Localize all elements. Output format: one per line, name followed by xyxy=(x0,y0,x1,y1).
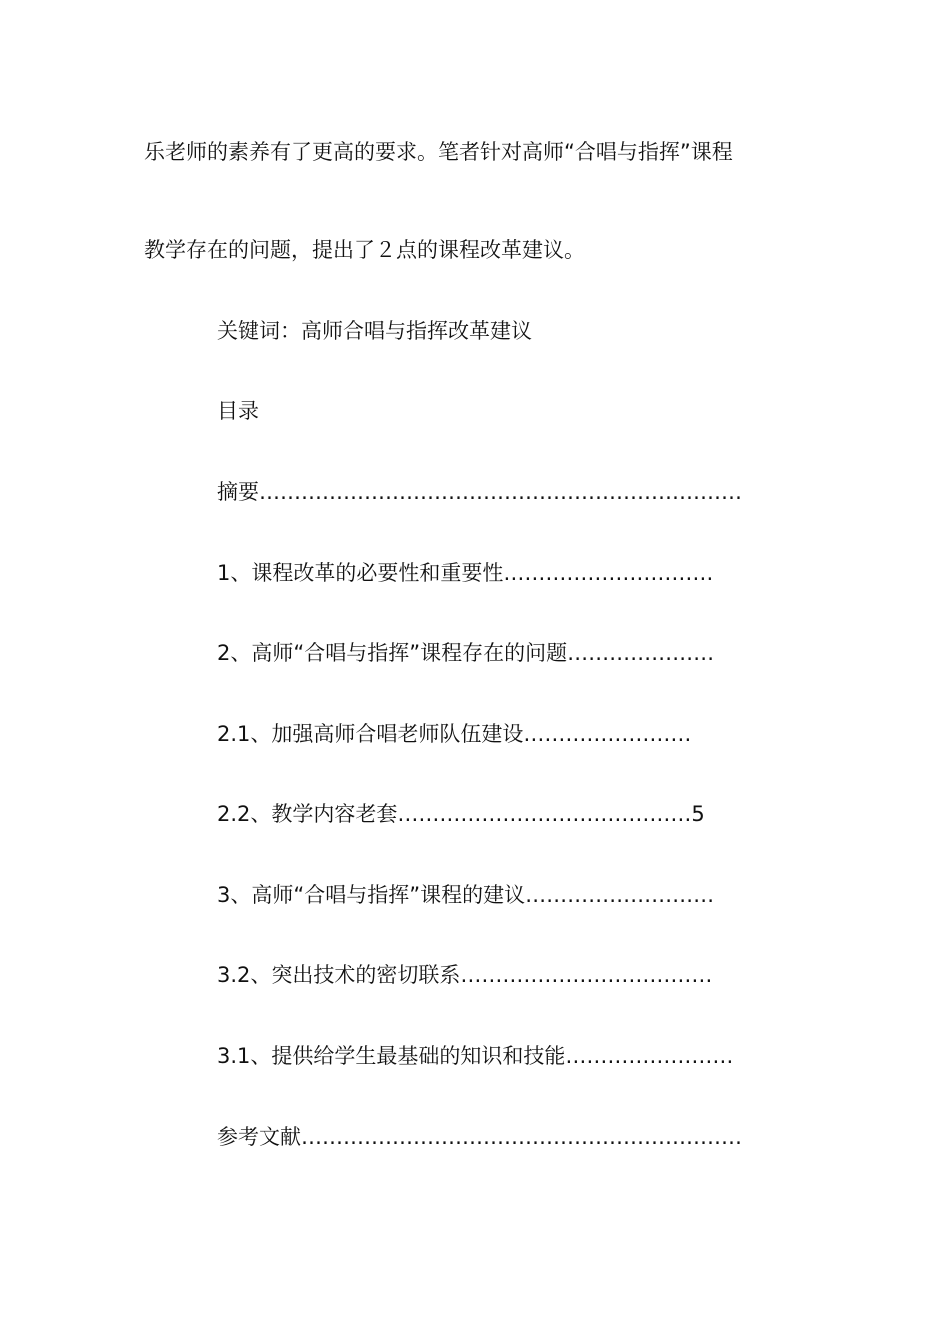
toc-entry-2-2: 2.2、教学内容老套……………………………………5 xyxy=(217,802,705,826)
toc-entry-3-2: 3.2、突出技术的密切联系……………………………… xyxy=(217,963,713,987)
keywords-line: 关键词：高师合唱与指挥改革建议 xyxy=(217,319,532,343)
toc-entry-3: 3、高师“合唱与指挥”课程的建议……………………… xyxy=(217,883,715,907)
toc-entry-references: 参考文献……………………………………………………… xyxy=(217,1125,742,1149)
toc-entry-1: 1、课程改革的必要性和重要性………………………… xyxy=(217,561,714,585)
toc-entry-3-1: 3.1、提供给学生最基础的知识和技能…………………… xyxy=(217,1044,734,1068)
abstract-line-1: 乐老师的素养有了更高的要求。笔者针对高师“合唱与指挥”课程 xyxy=(144,140,733,164)
toc-entry-2: 2、高师“合唱与指挥”课程存在的问题………………… xyxy=(217,641,715,665)
toc-title: 目录 xyxy=(217,399,259,423)
abstract-line-2: 教学存在的问题，提出了２点的课程改革建议。 xyxy=(144,238,585,262)
toc-entry-2-1: 2.1、加强高师合唱老师队伍建设…………………… xyxy=(217,722,692,746)
toc-entry-abstract: 摘要…………………………………………………………… xyxy=(217,480,742,504)
